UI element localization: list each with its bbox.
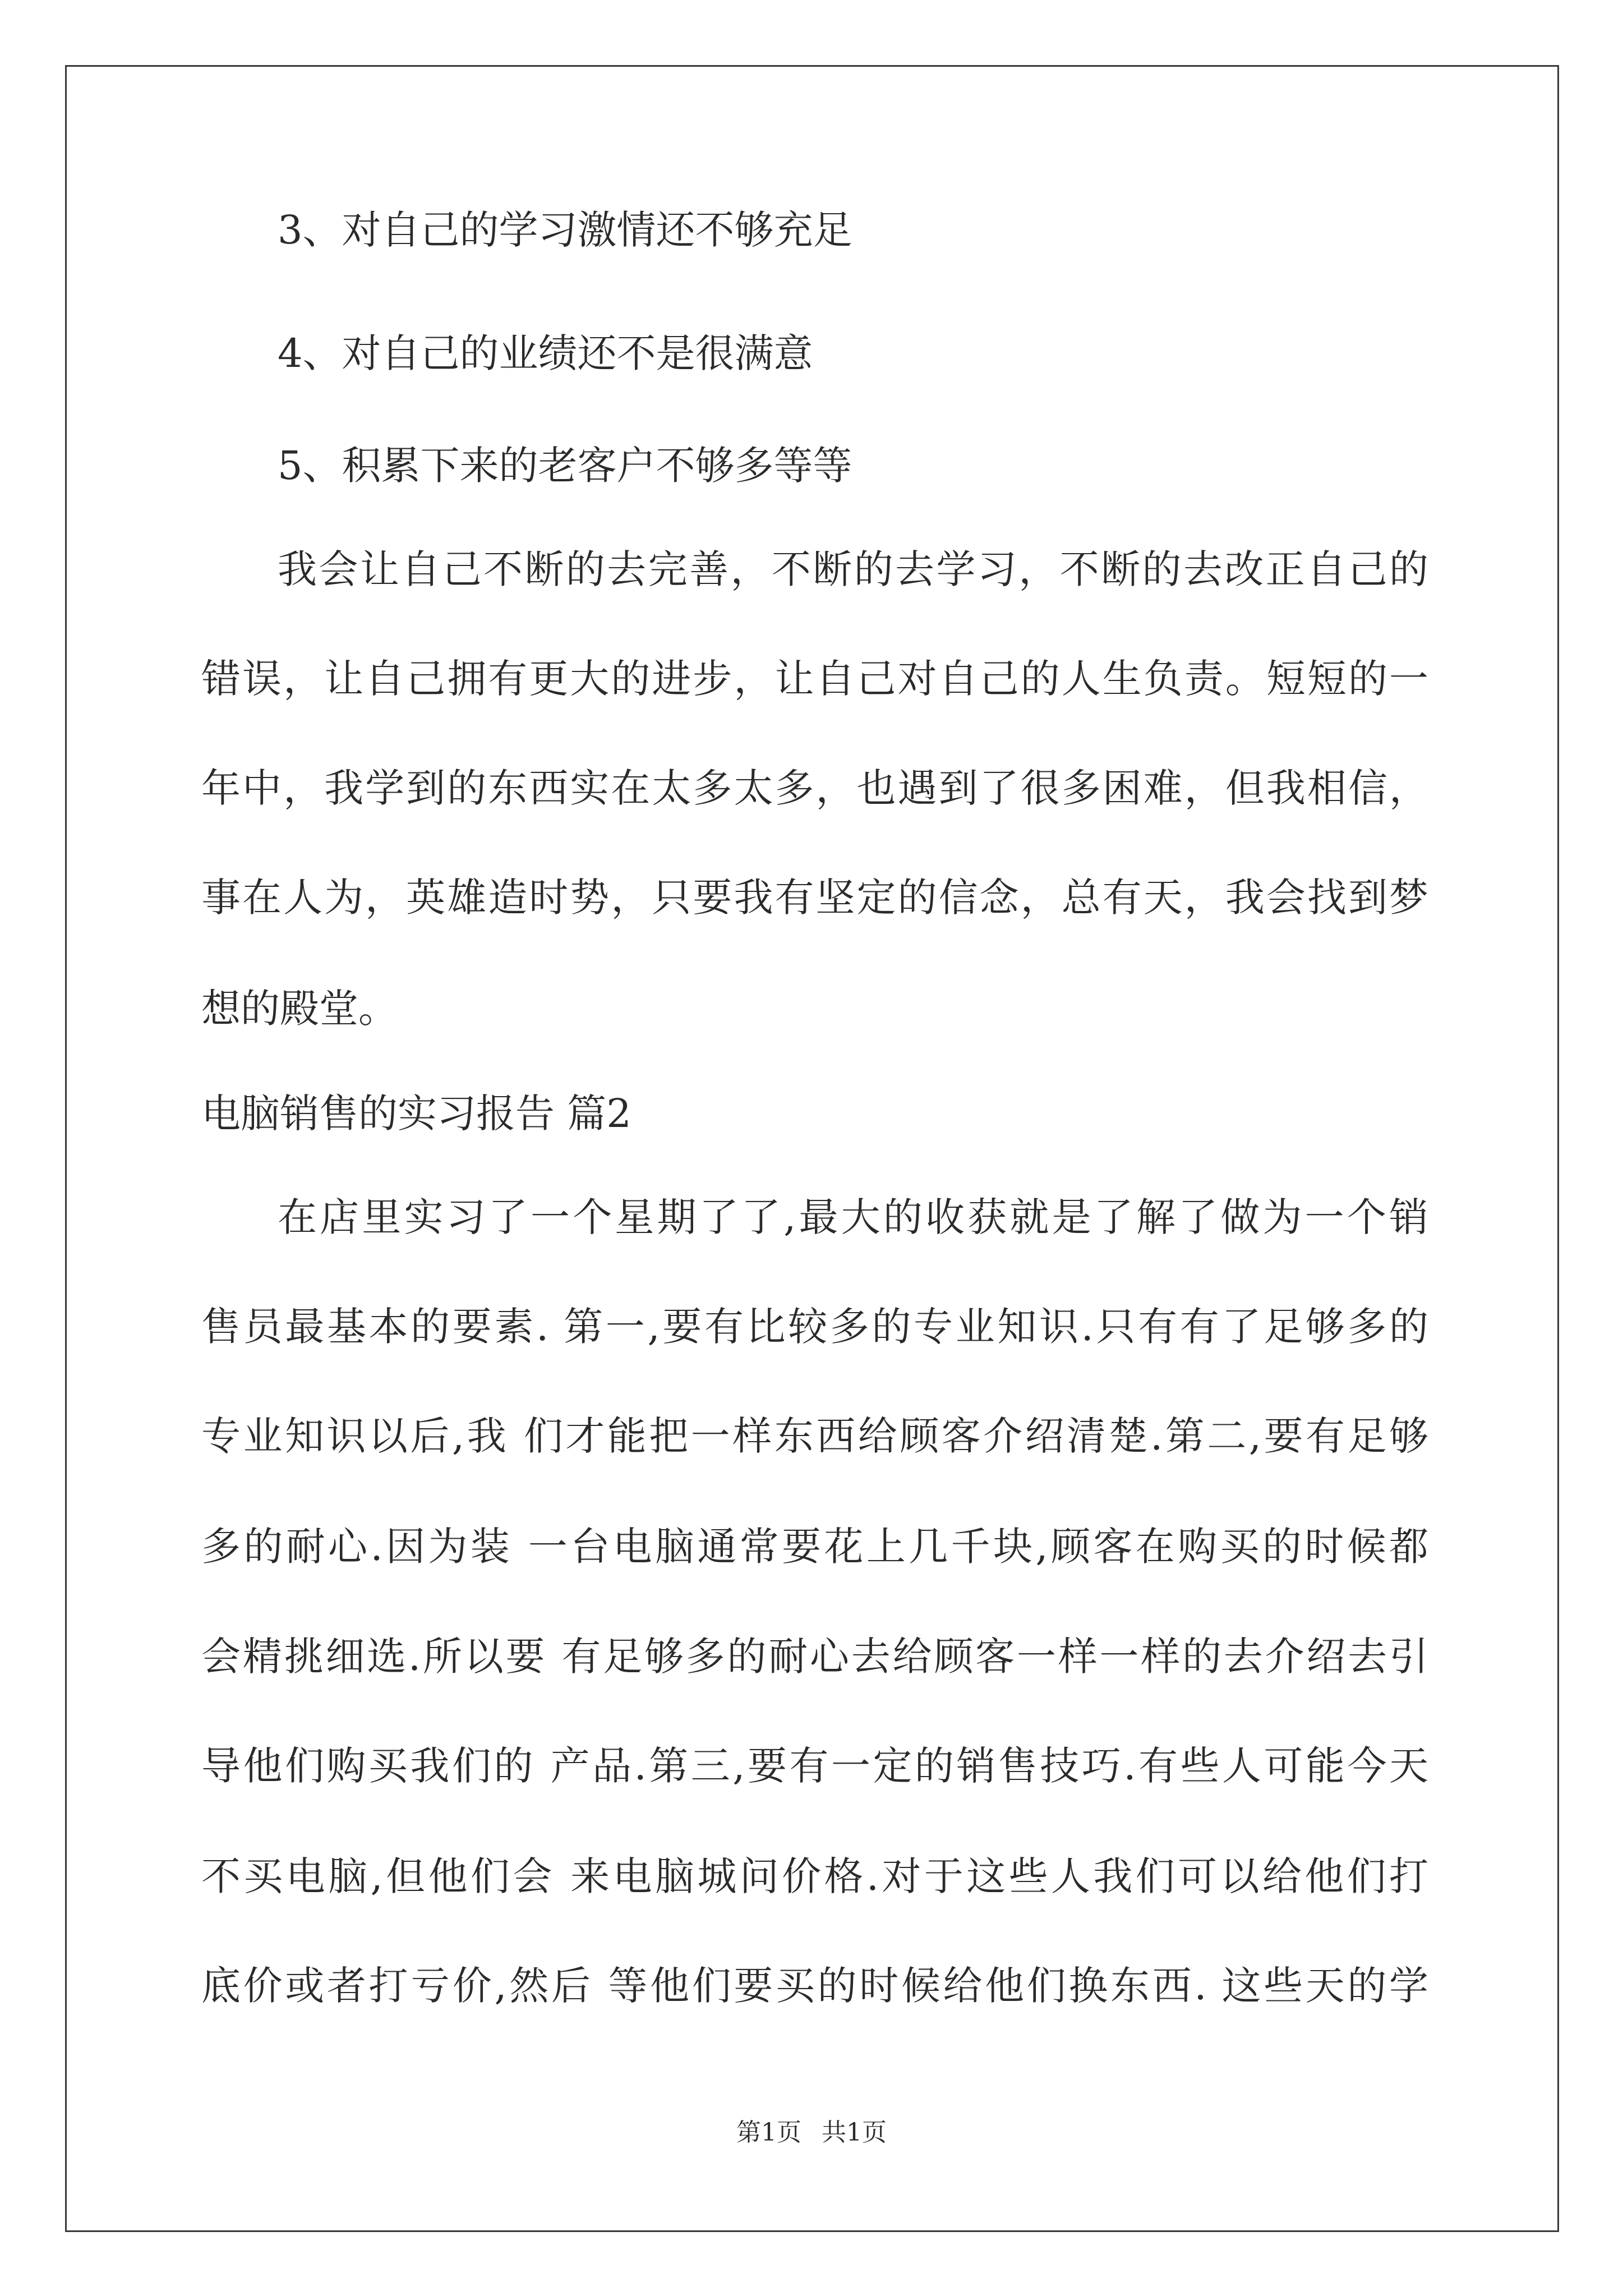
paragraph-line: 年中，我学到的东西实在太多太多，也遇到了很多困难，但我相信， [201,765,1428,811]
paragraph-line: 想的殿堂。 [201,986,398,1032]
paragraph-line: 错误，让自己拥有更大的进步，让自己对自己的人生负责。短短的一 [201,656,1428,702]
paragraph-line: 不买电脑,但他们会 来电脑城问价格.对于这些人我们可以给他们打 [201,1853,1428,1899]
section-heading: 电脑销售的实习报告 篇2 [201,1091,631,1137]
list-item: 3、对自己的学习激情还不够充足 [278,207,852,253]
page-total: 共1页 [822,2118,887,2147]
paragraph-line: 售员最基本的要素. 第一,要有比较多的专业知识.只有有了足够多的 [201,1304,1428,1350]
page-footer [0,2116,1623,2150]
paragraph-line: 事在人为，英雄造时势，只要我有坚定的信念，总有天，我会找到梦 [201,875,1428,921]
list-item: 4、对自己的业绩还不是很满意 [278,330,813,376]
paragraph-line: 多的耐心.因为装 一台电脑通常要花上几千块,顾客在购买的时候都 [201,1524,1428,1570]
list-item: 5、积累下来的老客户不够多等等 [278,443,852,489]
paragraph-line: 底价或者打亏价,然后 等他们要买的时候给他们换东西. 这些天的学 [201,1963,1428,2009]
paragraph-line: 在店里实习了一个星期了了,最大的收获就是了解了做为一个销 [278,1194,1428,1240]
paragraph-line: 我会让自己不断的去完善，不断的去学习，不断的去改正自己的 [278,546,1428,592]
paragraph-line: 专业知识以后,我 们才能把一样东西给顾客介绍清楚.第二,要有足够 [201,1413,1428,1459]
paragraph-line: 会精挑细选.所以要 有足够多的耐心去给顾客一样一样的去介绍去引 [201,1634,1428,1680]
paragraph-line: 导他们购买我们的 产品.第三,要有一定的销售技巧.有些人可能今天 [201,1743,1428,1789]
page-border [65,65,1559,2232]
page-number: 第1页 [736,2118,801,2147]
